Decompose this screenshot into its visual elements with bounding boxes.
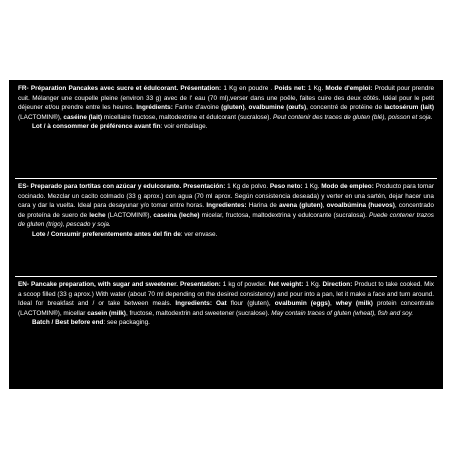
english-lot-label: Batch / Best before end (32, 319, 104, 327)
french-presentation-label: Présentation: (180, 85, 222, 92)
spanish-allergen-gluten: avena (gluten) (278, 202, 323, 210)
french-allergen-whey: lactosérum (lait) (384, 104, 434, 112)
spanish-presentation: 1 Kg de polvo. (227, 183, 269, 190)
french-net-weight: 1 Kg. (307, 85, 324, 92)
english-title: EN- Pancake preparation, with sugar and sweetener. (18, 281, 178, 288)
french-section (18, 84, 434, 132)
product-label-panel (9, 80, 443, 389)
french-allergen-gluten: (gluten) (221, 104, 245, 112)
french-ingredient-text: Farine d'avoine (175, 104, 222, 112)
french-text (18, 84, 434, 122)
spanish-ingredient-text: , (322, 202, 327, 210)
spanish-presentation-label: Presentación: (183, 183, 226, 190)
english-ingredient-text: flour (gluten) (230, 300, 269, 308)
spanish-ingredient-text: Harina de (248, 202, 279, 210)
french-lot-value: : voir emballage. (160, 123, 208, 131)
french-allergen-egg: ovalbumine (œufs) (248, 104, 307, 112)
french-ingredient-text: (LACTOMIN®), (18, 113, 64, 121)
english-presentation-label: Presentation: (179, 281, 221, 288)
spanish-allergen-casein: caseína (leche) (153, 211, 200, 219)
spanish-title: ES- Preparado para tortitas con azúcar y edulcorante. (18, 183, 182, 190)
french-ingredient-text: , concentré de protéine de (306, 104, 385, 112)
english-allergen-whey: whey (milk) (335, 300, 373, 308)
spanish-lot-line (18, 230, 434, 240)
french-title: FR- Préparation Pancakes avec sucre et édulcorant. (18, 85, 179, 92)
french-net-weight-label: Poids net: (274, 85, 306, 92)
spanish-section (18, 182, 434, 240)
french-ingredient-text: , (244, 104, 249, 112)
spanish-allergen-milk: leche (89, 211, 106, 219)
french-lot-line (18, 122, 434, 132)
english-ingredient-text: , (268, 300, 275, 308)
french-ingredients-label: Ingrédients: (136, 104, 173, 112)
french-lot-label: Lot / à consommer de préférence avant fin (32, 123, 161, 131)
french-allergen-casein: caséine (lait) (63, 113, 103, 121)
spanish-allergen-egg: ovoalbúmina (huevos) (326, 202, 395, 210)
french-usage: Produit pour prendre cuit. Mélanger une coupelle pleine (environ 33 g) avec de l' eau (70 ml),verser dans une poêle, faites cuire des deux côtés. Idéal pour le petit déjeuner et/ou prendre entre les heures. (18, 85, 435, 112)
english-usage-label: Direction: (322, 281, 353, 288)
english-allergen-oat: Oat (216, 300, 231, 308)
french-traces: Peut contenir des traces de gluten (blé), poisson et soja. (273, 113, 433, 121)
spanish-traces: Puede contener trazos de gluten (trigo), pescado y soja. (18, 211, 434, 229)
spanish-usage-label: Modo de empleo: (321, 183, 374, 190)
english-ingredient-text: , fructose, maltodextrin and sweetener (sucralose). (125, 309, 270, 317)
english-lot-value: : see packaging. (103, 319, 150, 327)
spanish-ingredient-text: micelar, fructosa, maltodextrina y edulcorante (sucralosa). (199, 211, 367, 219)
english-net-weight: 1 Kg. (305, 281, 321, 288)
english-traces: May contain traces of gluten (wheat), fish and soy. (271, 309, 414, 317)
english-ingredient-text: protein concentrate (LACTOMIN®), micellar (18, 300, 434, 317)
english-section (18, 280, 434, 328)
spanish-net-weight: 1 Kg. (304, 183, 320, 190)
spanish-net-weight-label: Peso neto: (269, 183, 303, 190)
english-allergen-egg: ovalbumin (eggs) (274, 300, 330, 308)
section-divider (15, 276, 437, 277)
english-presentation: 1 kg of powder. (222, 281, 267, 288)
spanish-ingredient-text: , concentrado de proteína de suero de (18, 202, 434, 219)
english-lot-line (18, 318, 434, 328)
english-ingredients-label: Ingredients: (175, 300, 212, 308)
french-presentation: 1 Kg en poudre . (223, 85, 273, 92)
french-ingredient-text: micellaire fructose, maltodextrine et édulcorant (sucralose). (102, 113, 272, 121)
section-divider (15, 178, 437, 179)
english-usage: Product to take cooked. Mix a scoop filled (33 g aprox.) With water (about 70 ml depending on the desired consistency) and pour into a pan, let it make a face and turn around. Ideal for breakfast and / or take between meals. (18, 281, 435, 308)
english-ingredient-text: , (329, 300, 336, 308)
french-usage-label: Mode d'emploi: (325, 85, 373, 92)
spanish-ingredients-label: Ingredientes: (206, 202, 247, 210)
spanish-usage: Producto para tomar cocinado. Mezclar un cacito colmado (33 g aprox.) con agua (70 ml aprox. Según consistencia deseada) y verter en una sartén, dejar hacer una cara y dar la vuelta. Ideal para desayunar y/o tomar entre horas. (18, 183, 434, 210)
spanish-lot-label: Lote / Consumir preferentemente antes del fin de (32, 230, 181, 238)
english-text (18, 280, 434, 318)
english-allergen-casein: casein (milk) (87, 309, 126, 317)
spanish-lot-value: : ver envase. (180, 230, 218, 238)
spanish-ingredient-text: (LACTOMIN®), (105, 211, 154, 219)
english-net-weight-label: Net weight: (268, 281, 304, 288)
spanish-text (18, 182, 434, 230)
